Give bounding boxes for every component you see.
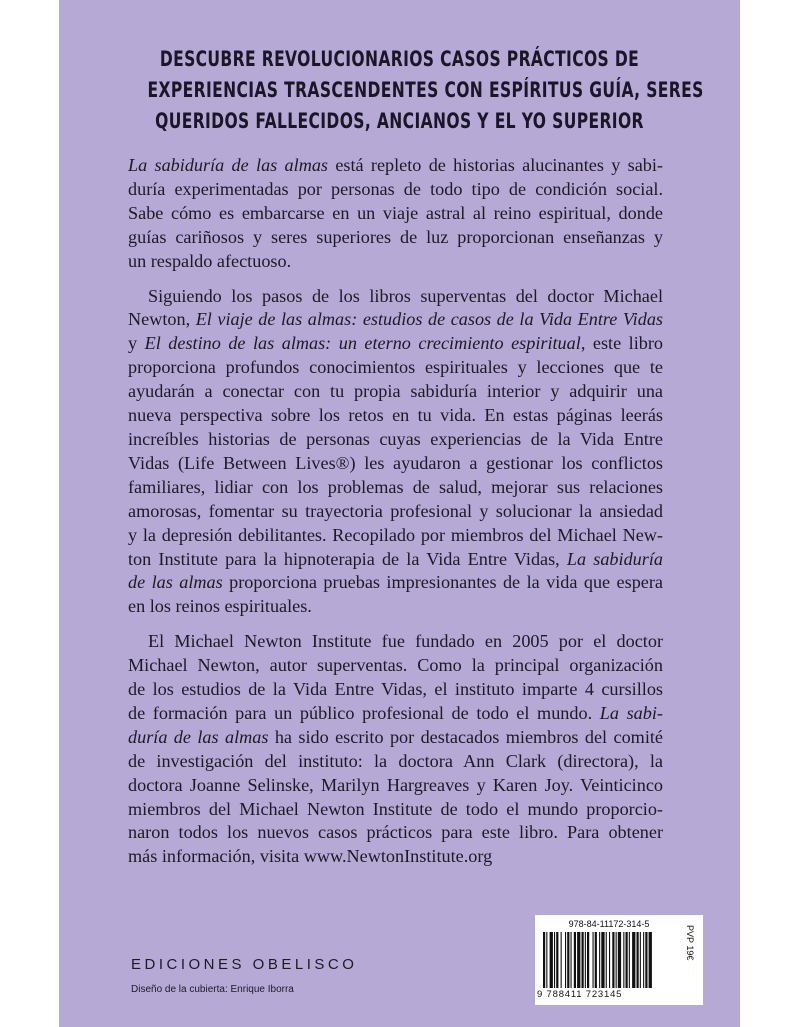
text-line: miembros del Michael Newton Institute de todo el mundo proporcio- <box>128 798 663 819</box>
text-line: doctora Joanne Selinske, Marilyn Hargreaves y Karen Joy. Veinticinco <box>128 774 663 795</box>
barcode-bars <box>541 932 681 990</box>
text-line: duría experimentadas por personas de todo tipo de condición social. <box>128 178 663 199</box>
text-span: proporciona pruebas impresionantes de la vida que espera <box>222 572 663 593</box>
book-title: La sabiduría de las almas <box>128 155 329 175</box>
barcode <box>535 915 703 1005</box>
text-line: guías cariñosos y seres superiores de luz proporcionan enseñanzas y <box>128 226 663 247</box>
text-line: amorosas, fomentar su trayectoria profesional y solucionar la ansiedad <box>128 500 663 521</box>
text-line: familiares, lidiar con los problemas de salud, mejorar sus relaciones <box>128 476 663 497</box>
back-cover <box>59 0 740 1027</box>
text-line: Michael Newton, autor superventas. Como la principal organización <box>128 655 663 676</box>
text-line: increíbles historias de personas cuyas experiencias de la Vida Entre <box>128 428 663 449</box>
text-line: de los estudios de la Vida Entre Vidas, el instituto imparte 4 cursillos <box>128 679 663 700</box>
headline <box>147 44 704 137</box>
book-title: El viaje de las almas: estudios de casos de la Vida Entre Vidas <box>195 309 663 330</box>
text-line: de investigación del instituto: la doctora Ann Clark (directora), la <box>128 750 663 771</box>
text-span: Newton, <box>128 309 196 330</box>
book-title: de las almas <box>128 572 223 593</box>
book-title: La sabiduría <box>566 548 663 569</box>
ean-digits: 9 788411 723145 <box>537 989 623 1000</box>
text-line: y la depresión debilitantes. Recopilado por miembros del Michael New- <box>128 524 663 545</box>
synopsis <box>128 154 663 869</box>
book-title: El destino de las almas: un eterno crecimiento espiritual <box>144 333 581 354</box>
text-line: Vidas (Life Between Lives®) les ayudaron a gestionar los conflictos <box>128 452 663 473</box>
price-label: PVP 19€ <box>685 925 695 961</box>
text-line: Sabe cómo es embarcarse en un viaje astral al reino espiritual, donde <box>128 202 663 223</box>
headline-line: EXPERIENCIAS TRASCENDENTES CON ESPÍRITUS GUÍA, SERES <box>147 78 704 102</box>
text-line <box>128 308 663 332</box>
isbn-text: 978-84-11172-314-5 <box>568 919 650 929</box>
text-span: de formación para un público profesional de todo el mundo. <box>128 702 600 723</box>
text-line: proporciona profundos conocimientos espirituales y lecciones que te <box>128 357 663 378</box>
text-span: y <box>128 333 145 354</box>
headline-line: DESCUBRE REVOLUCIONARIOS CASOS PRÁCTICOS DE <box>159 47 640 71</box>
text-line <box>128 726 663 750</box>
text-line: más información, visita www.NewtonInstitute.org <box>128 846 493 867</box>
text-line: ayudarán a conectar con tu propia sabiduría interior y adquirir una <box>128 381 663 402</box>
text-line <box>128 154 663 178</box>
book-title: La sabi- <box>599 702 663 723</box>
text-span: ton Institute para la hipnoterapia de la Vida Entre Vidas, <box>128 548 567 569</box>
text-line <box>128 702 663 726</box>
text-line: naron todos los nuevos casos prácticos para este libro. Para obtener <box>128 822 663 843</box>
text-line: El Michael Newton Institute fue fundado en 2005 por el doctor <box>148 631 663 652</box>
book-title: duría de las almas <box>128 726 269 747</box>
text-line: Siguiendo los pasos de los libros superventas del doctor Michael <box>148 285 663 306</box>
text-span: está repleto de historias alucinantes y sabi- <box>328 155 663 175</box>
text-span: , este libro <box>580 333 663 354</box>
cover-design-credit: Diseño de la cubierta: Enrique Iborra <box>131 984 294 995</box>
text-line: en los reinos espirituales. <box>128 596 312 617</box>
text-line <box>128 571 663 595</box>
text-line: un respaldo afectuoso. <box>128 250 292 271</box>
publisher-logo: EDICIONES OBELISCO <box>131 956 358 973</box>
text-span: ha sido escrito por destacados miembros del comité <box>268 726 663 747</box>
text-line <box>128 548 663 572</box>
text-line <box>128 332 663 356</box>
text-line: nueva perspectiva sobre los retos en tu vida. En estas páginas leerás <box>128 405 663 426</box>
headline-line: QUERIDOS FALLECIDOS, ANCIANOS Y EL YO SUPERIOR <box>155 109 644 133</box>
